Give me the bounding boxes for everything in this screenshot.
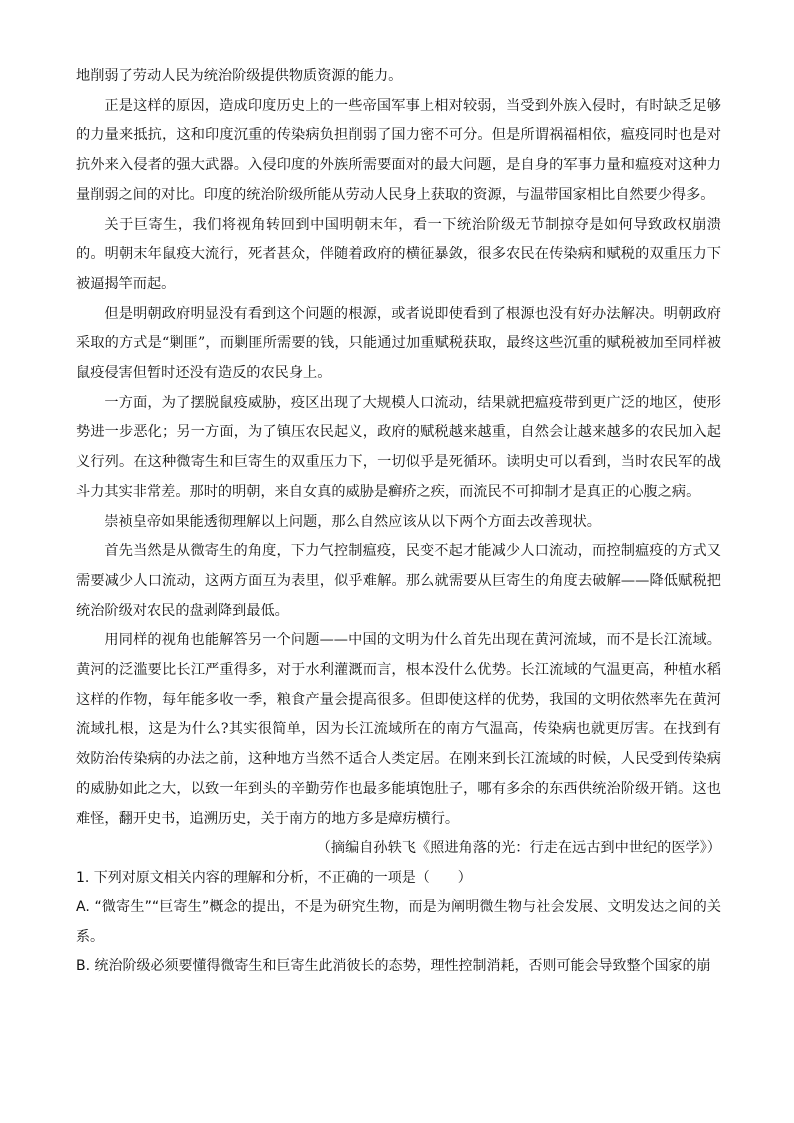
article-paragraph: 地削弱了劳动人民为统治阶级提供物质资源的能力。 (76, 68, 403, 84)
article-paragraph: 关于巨寄生，我们将视角转回到中国明朝末年，看一下统治阶级无节制掠夺是如何导致政权崩溃的。明朝末年鼠疫大流行，死者甚众，伴随着政府的横征暴敛，很多农民在传染病和赋税的双重压力下被逼揭竿而起。 (76, 216, 721, 292)
document-page (76, 62, 721, 982)
article-source-citation: （摘编自孙轶飞《照进角落的光：行走在远古到中世纪的医学》） (316, 840, 721, 857)
question-1-stem: 1. 下列对原文相关内容的理解和分析，不正确的一项是（ ） (76, 869, 472, 886)
article-paragraph: 一方面，为了摆脱鼠疫威胁，疫区出现了大规模人口流动，结果就把瘟疫带到更广泛的地区，使形势进一步恶化；另一方面，为了镇压农民起义，政府的赋税越来越重，自然会让越来越多的农民加入起义行列。在这种微寄生和巨寄生的双重压力下，一切似乎是死循环。读明史可以看到，当时农民军的战斗力其实非常差。那时的明朝，来自女真的威胁是癣疥之疾，而流民不可抑制才是真正的心腹之病。 (76, 394, 721, 500)
article-paragraph: 正是这样的原因，造成印度历史上的一些帝国军事上相对较弱，当受到外族入侵时，有时缺乏足够的力量来抵抗，这和印度沉重的传染病负担削弱了国力密不可分。但是所谓祸福相依，瘟疫同时也是对抗外来入侵者的强大武器。入侵印度的外族所需要面对的最大问题，是自身的军事力量和瘟疫对这种力量削弱之间的对比。印度的统治阶级所能从劳动人民身上获取的资源，与温带国家相比自然要少得多。 (76, 97, 721, 203)
article-paragraph: 首先当然是从微寄生的角度，下力气控制瘟疫，民变不起才能减少人口流动，而控制瘟疫的方式又需要减少人口流动，这两方面互为表里，似乎难解。那么就需要从巨寄生的角度去破解——降低赋税把统治阶级对农民的盘剥降到最低。 (76, 543, 721, 619)
question-1-option-a: A. “微寄生”“巨寄生”概念的提出，不是为研究生物，而是为阐明微生物与社会发展、文明发达之间的关系。 (76, 899, 721, 945)
article-paragraph: 崇祯皇帝如果能透彻理解以上问题，那么自然应该从以下两个方面去改善现状。 (104, 513, 601, 530)
question-1-option-b: B. 统治阶级必须要懂得微寄生和巨寄生此消彼长的态势，理性控制消耗，否则可能会导致整个国家的崩 (76, 958, 711, 975)
article-paragraph: 用同样的视角也能解答另一个问题——中国的文明为什么首先出现在黄河流域，而不是长江流域。黄河的泛滥要比长江严重得多，对于水利灌溉而言，根本没什么优势。长江流域的气温更高，种植水稻这样的作物，每年能多收一季，粮食产量会提高很多。但即使这样的优势，我国的文明依然率先在黄河流域扎根，这是为什么?其实很简单，因为长江流域所在的南方气温高，传染病也就更厉害。在找到有效防治传染病的办法之前，这种地方当然不适合人类定居。在刚来到长江流域的时候，人民受到传染病的威胁如此之大，以致一年到头的辛勤劳作也最多能填饱肚子，哪有多余的东西供统治阶级开销。这也难怪，翻开史书，追溯历史，关于南方的地方多是瘴疠横行。 (76, 632, 721, 827)
article-paragraph: 但是明朝政府明显没有看到这个问题的根源，或者说即使看到了根源也没有好办法解决。明朝政府采取的方式是“剿匪”，而剿匪所需要的钱，只能通过加重赋税获取，最终这些沉重的赋税被加至同样被鼠疫侵害但暂时还没有造反的农民身上。 (76, 305, 721, 382)
